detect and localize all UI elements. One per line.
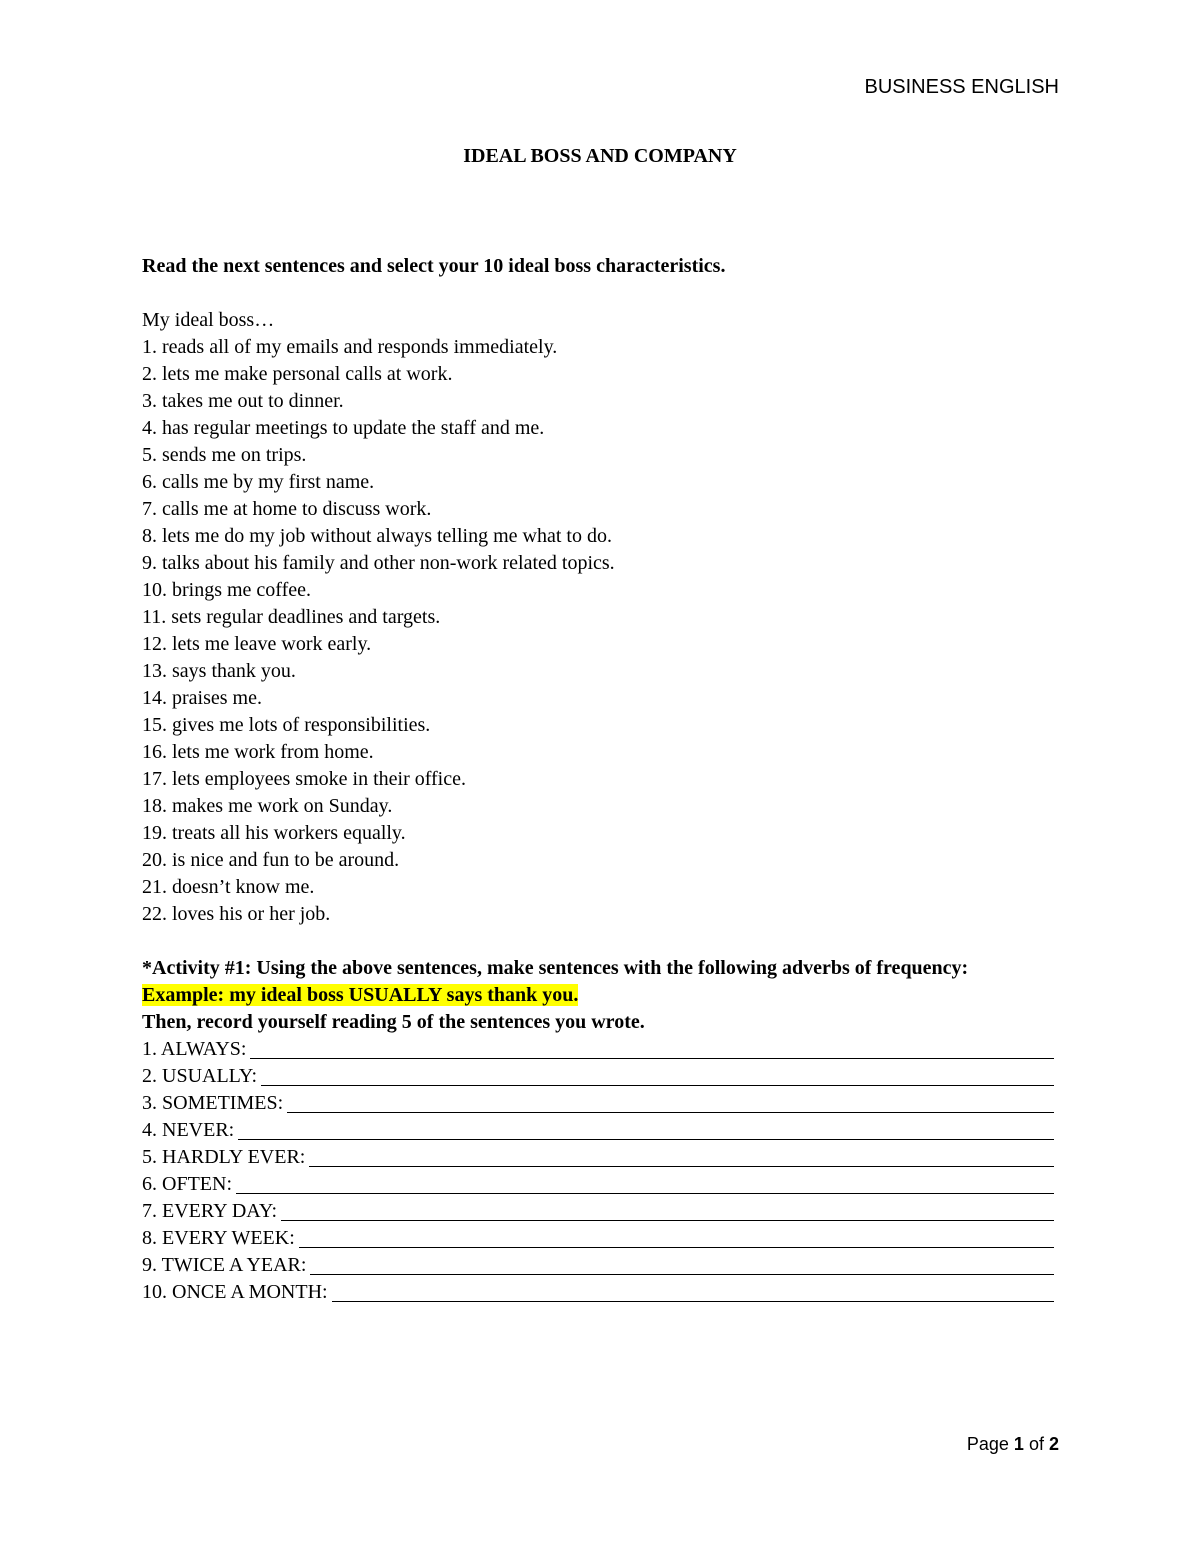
answer-blank[interactable]	[238, 1119, 1054, 1140]
list-item: 8. lets me do my job without always telling me what to do.	[142, 525, 612, 547]
adverb-row	[142, 1036, 1054, 1063]
answer-blank[interactable]	[281, 1200, 1054, 1221]
total-pages: 2	[1048, 1434, 1059, 1454]
adverb-row	[142, 1198, 1054, 1225]
adverb-list	[142, 1036, 1062, 1306]
adverb-label: 5. HARDLY EVER:	[142, 1146, 306, 1168]
list-item: 2. lets me make personal calls at work.	[142, 363, 453, 385]
current-page: 1	[1013, 1434, 1024, 1454]
adverb-label: 9. TWICE A YEAR:	[142, 1254, 307, 1276]
list-item: 22. loves his or her job.	[142, 903, 331, 925]
answer-blank[interactable]	[236, 1173, 1054, 1194]
answer-blank[interactable]	[287, 1092, 1054, 1113]
list-item: 16. lets me work from home.	[142, 741, 374, 763]
adverb-row	[142, 1144, 1054, 1171]
page-word: Page	[966, 1434, 1009, 1454]
answer-blank[interactable]	[250, 1038, 1054, 1059]
list-item: 4. has regular meetings to update the staff and me.	[142, 417, 545, 439]
list-item: 19. treats all his workers equally.	[142, 822, 406, 844]
of-word: of	[1028, 1434, 1044, 1454]
adverb-label: 7. EVERY DAY:	[142, 1200, 278, 1222]
example-line	[142, 982, 1062, 1009]
boss-list	[142, 334, 1062, 928]
adverb-row	[142, 1225, 1054, 1252]
list-item: 20. is nice and fun to be around.	[142, 849, 400, 871]
answer-blank[interactable]	[299, 1227, 1054, 1248]
page-number	[967, 1432, 1059, 1456]
activity-heading: *Activity #1: Using the above sentences, make sentences with the following adverbs of frequency:	[142, 957, 969, 979]
list-item: 5. sends me on trips.	[142, 444, 307, 466]
adverb-label: 2. USUALLY:	[142, 1065, 258, 1087]
header-label: BUSINESS ENGLISH	[864, 76, 1059, 98]
spacer	[142, 928, 1062, 955]
list-item: 7. calls me at home to discuss work.	[142, 498, 432, 520]
instruction-text: Read the next sentences and select your 10 ideal boss characteristics.	[142, 255, 726, 277]
page-title: IDEAL BOSS AND COMPANY	[463, 145, 737, 167]
intro-text: My ideal boss…	[142, 309, 275, 331]
adverb-label: 6. OFTEN:	[142, 1173, 232, 1195]
list-item: 14. praises me.	[142, 687, 262, 709]
adverb-label: 4. NEVER:	[142, 1119, 235, 1141]
answer-blank[interactable]	[261, 1065, 1054, 1086]
adverb-row	[142, 1090, 1054, 1117]
list-item: 15. gives me lots of responsibilities.	[142, 714, 431, 736]
list-item: 21. doesn’t know me.	[142, 876, 315, 898]
adverb-row	[142, 1171, 1054, 1198]
list-item: 13. says thank you.	[142, 660, 296, 682]
adverb-label: 3. SOMETIMES:	[142, 1092, 284, 1114]
list-item: 1. reads all of my emails and responds immediately.	[142, 336, 558, 358]
list-item: 18. makes me work on Sunday.	[142, 795, 393, 817]
example-highlight: Example: my ideal boss USUALLY says thank you.	[142, 984, 579, 1006]
adverb-row	[142, 1252, 1054, 1279]
answer-blank[interactable]	[309, 1146, 1054, 1167]
answer-blank[interactable]	[310, 1254, 1054, 1275]
record-instruction: Then, record yourself reading 5 of the sentences you wrote.	[142, 1011, 645, 1033]
list-item: 11. sets regular deadlines and targets.	[142, 606, 441, 628]
adverb-label: 8. EVERY WEEK:	[142, 1227, 295, 1249]
adverb-row	[142, 1063, 1054, 1090]
spacer	[142, 280, 1062, 307]
answer-blank[interactable]	[332, 1281, 1054, 1302]
adverb-row	[142, 1279, 1054, 1306]
adverb-label: 1. ALWAYS:	[142, 1038, 247, 1060]
list-item: 6. calls me by my first name.	[142, 471, 375, 493]
document-body	[142, 253, 1062, 1306]
list-item: 17. lets employees smoke in their office.	[142, 768, 466, 790]
list-item: 9. talks about his family and other non-work related topics.	[142, 552, 615, 574]
list-item: 12. lets me leave work early.	[142, 633, 372, 655]
adverb-label: 10. ONCE A MONTH:	[142, 1281, 328, 1303]
adverb-row	[142, 1117, 1054, 1144]
list-item: 10. brings me coffee.	[142, 579, 312, 601]
list-item: 3. takes me out to dinner.	[142, 390, 344, 412]
